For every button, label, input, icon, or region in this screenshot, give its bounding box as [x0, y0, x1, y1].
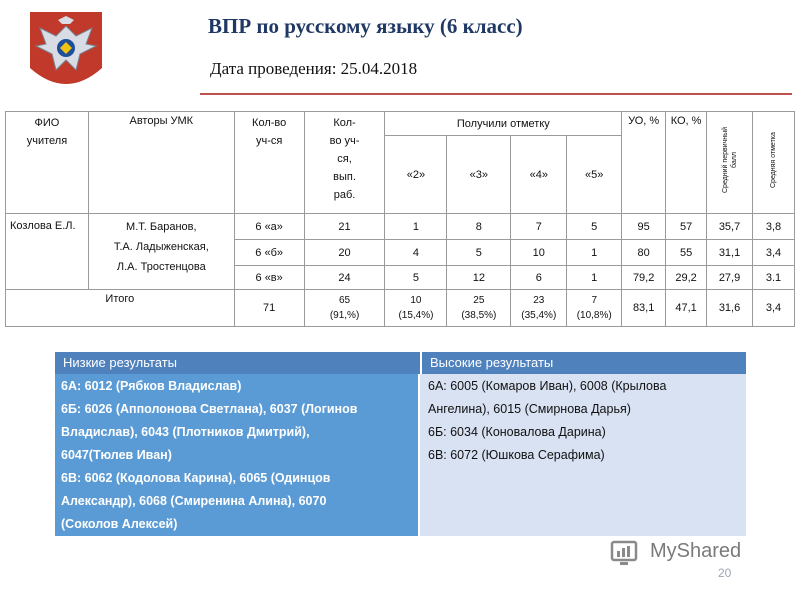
header-avg-grade: Средняя отметка	[752, 112, 794, 214]
class-cell: 6 «а»	[234, 214, 304, 240]
table-header-row	[6, 112, 795, 136]
list-item: 6А: 6012 (Рябков Владислав)	[61, 379, 242, 393]
page-number: 20	[718, 566, 732, 580]
watermark-text: MyShared	[650, 540, 742, 562]
list-item: Владислав), 6043 (Плотников Дмитрий),	[61, 425, 310, 439]
list-item: Ангелина), 6015 (Смирнова Дарья)	[428, 402, 631, 416]
uo-cell: 80	[622, 240, 666, 266]
total-mark: 3,4	[752, 290, 794, 327]
list-item: 6В: 6072 (Юшкова Серафима)	[428, 448, 605, 462]
header-grade-3: «3»	[447, 136, 511, 214]
avg-cell: 35,7	[707, 214, 753, 240]
header-grade-4: «4»	[511, 136, 567, 214]
list-item: 6Б: 6034 (Коновалова Дарина)	[428, 425, 606, 439]
done-cell: 24	[304, 266, 385, 290]
eagle-emblem-icon	[26, 8, 106, 94]
grade4-cell: 6	[511, 266, 567, 290]
ko-cell: 57	[666, 214, 707, 240]
grade3-cell: 8	[447, 214, 511, 240]
uo-cell: 95	[622, 214, 666, 240]
total-grade5: 7 (10,8%)	[567, 290, 622, 327]
header-students-done: Кол-во уч-ся, вып. раб.	[304, 112, 385, 214]
header-students: Кол-во уч-ся	[234, 112, 304, 214]
done-cell: 20	[304, 240, 385, 266]
teacher-name: Козлова Е.Л.	[6, 214, 89, 290]
myshared-logo-icon	[610, 538, 640, 568]
header-grade-5: «5»	[567, 136, 622, 214]
grade5-cell: 1	[567, 240, 622, 266]
total-uo: 83,1	[622, 290, 666, 327]
grade3-cell: 5	[447, 240, 511, 266]
total-grade4: 23 (35,4%)	[511, 290, 567, 327]
header-uo: УО, %	[622, 112, 666, 214]
class-cell: 6 «в»	[234, 266, 304, 290]
authors-cell: М.Т. Баранов, Т.А. Ладыженская, Л.А. Тростенцова	[88, 214, 234, 290]
mark-cell: 3.1	[752, 266, 794, 290]
grade2-cell: 5	[385, 266, 447, 290]
list-item: Александр), 6068 (Смиренина Алина), 6070	[61, 494, 327, 508]
ko-cell: 55	[666, 240, 707, 266]
list-item: 6Б: 6026 (Апполонова Светлана), 6037 (Логинов	[61, 402, 358, 416]
grade4-cell: 10	[511, 240, 567, 266]
list-item: 6047(Тюлев Иван)	[61, 448, 172, 462]
header-grade-2: «2»	[385, 136, 447, 214]
high-results-list	[420, 374, 746, 536]
low-results-header: Низкие результаты	[55, 352, 420, 374]
total-grade2: 10 (15,4%)	[385, 290, 447, 327]
list-item: 6А: 6005 (Комаров Иван), 6008 (Крылова	[428, 379, 667, 393]
total-grade3: 25 (38,5%)	[447, 290, 511, 327]
results-panel	[55, 352, 746, 536]
list-item: (Соколов Алексей)	[61, 517, 178, 531]
grade2-cell: 4	[385, 240, 447, 266]
slide-title: ВПР по русскому языку (6 класс)	[208, 14, 523, 38]
list-item: 6В: 6062 (Кодолова Карина), 6065 (Одинцов	[61, 471, 331, 485]
mark-cell: 3,8	[752, 214, 794, 240]
results-table	[5, 111, 795, 327]
title-divider	[200, 93, 792, 95]
total-label: Итого	[6, 290, 235, 327]
low-results-list	[55, 374, 420, 536]
grade5-cell: 1	[567, 266, 622, 290]
header-avg-primary: Средний первичный балл	[707, 112, 753, 214]
grade3-cell: 12	[447, 266, 511, 290]
grade4-cell: 7	[511, 214, 567, 240]
avg-cell: 27,9	[707, 266, 753, 290]
exam-date: Дата проведения: 25.04.2018	[210, 59, 418, 78]
class-cell: 6 «б»	[234, 240, 304, 266]
total-ko: 47,1	[666, 290, 707, 327]
done-cell: 21	[304, 214, 385, 240]
mark-cell: 3,4	[752, 240, 794, 266]
header-authors: Авторы УМК	[88, 112, 234, 214]
high-results-header: Высокие результаты	[420, 352, 746, 374]
header-grades-group: Получили отметку	[385, 112, 622, 136]
total-avg: 31,6	[707, 290, 753, 327]
uo-cell: 79,2	[622, 266, 666, 290]
header-fio: ФИО учителя	[6, 112, 89, 214]
avg-cell: 31,1	[707, 240, 753, 266]
table-row	[6, 214, 795, 240]
grade2-cell: 1	[385, 214, 447, 240]
header-ko: КО, %	[666, 112, 707, 214]
grade5-cell: 5	[567, 214, 622, 240]
total-done: 65 (91,%)	[304, 290, 385, 327]
ko-cell: 29,2	[666, 266, 707, 290]
total-students: 71	[234, 290, 304, 327]
total-row	[6, 290, 795, 327]
